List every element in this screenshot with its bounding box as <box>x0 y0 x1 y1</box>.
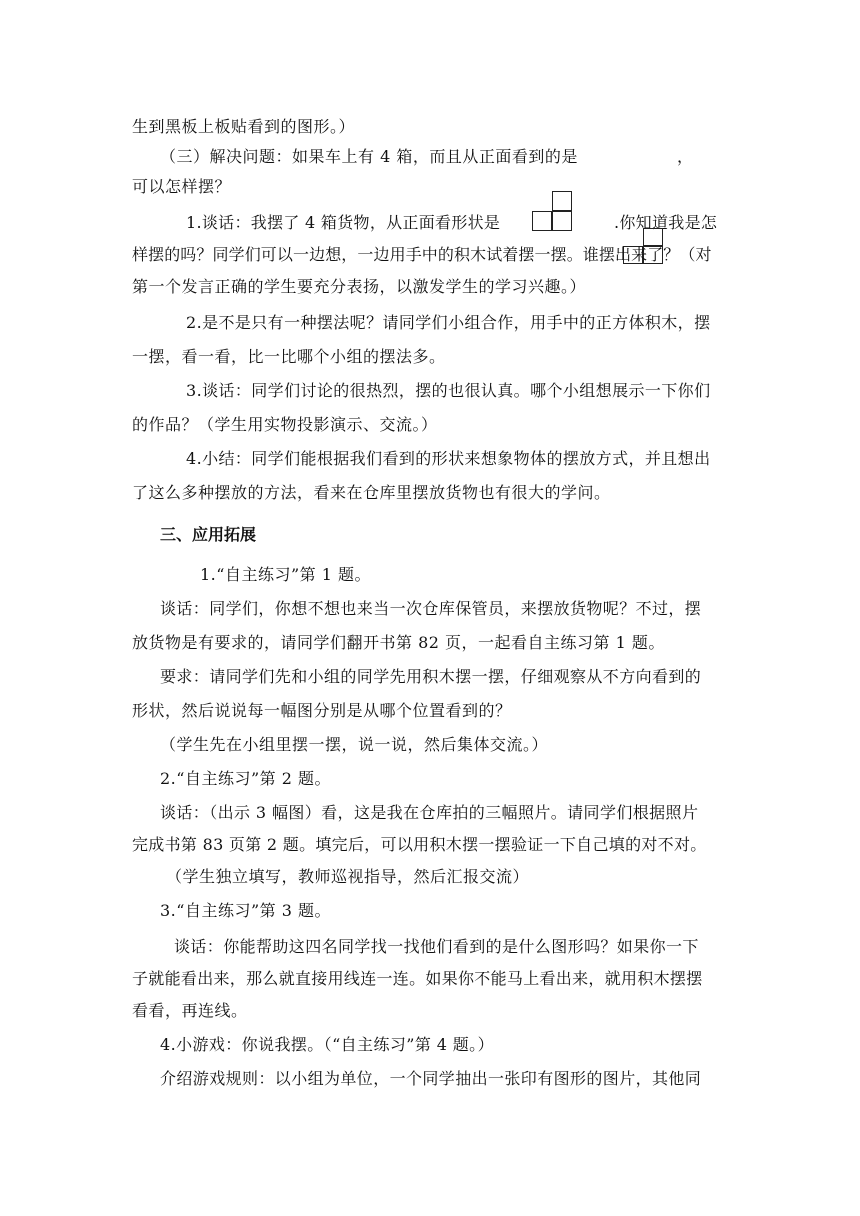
text-line: 谈话：同学们，你想不想也来当一次仓库保管员，来摆放货物呢？不过，摆 <box>160 599 702 618</box>
text-line: 谈话：你能帮助这四名同学找一找他们看到的是什么图形吗？如果你一下 <box>174 937 699 956</box>
text-line: 2.“自主练习”第 2 题。 <box>160 769 331 788</box>
text-line: （学生独立填写，教师巡视指导，然后汇报交流） <box>166 867 530 886</box>
text-line: 第一个发言正确的学生要充分表扬，以激发学生的学习兴趣。） <box>132 277 587 296</box>
text-line: （三）解决问题：如果车上有 4 箱，而且从正面看到的是 <box>160 147 578 166</box>
text-line: .你知道我是怎 <box>614 213 718 232</box>
section-heading: 三、应用拓展 <box>160 525 257 544</box>
text-line: 一摆，看一看，比一比哪个小组的摆法多。 <box>132 347 446 366</box>
text-line: 4.小结：同学们能根据我们看到的形状来想象物体的摆放方式，并且想出 <box>186 449 711 468</box>
text-line: ， <box>677 147 694 166</box>
text-line: 了这么多种摆放的方法，看来在仓库里摆放货物也有很大的学问。 <box>132 483 611 502</box>
text-line: 生到黑板上板贴看到的图形。） <box>132 117 356 136</box>
figure-block <box>552 211 572 231</box>
text-line: 3.“自主练习”第 3 题。 <box>160 901 331 920</box>
text-line: 3.谈话：同学们讨论的很热烈，摆的也很认真。哪个小组想展示一下你们 <box>186 381 711 400</box>
text-line: 2.是不是只有一种摆法呢？请同学们小组合作，用手中的正方体积木，摆 <box>186 313 711 332</box>
text-line: 1.“自主练习”第 1 题。 <box>200 565 371 584</box>
text-line: 形状，然后说说每一幅图分别是从哪个位置看到的？ <box>132 701 512 720</box>
text-line: 放货物是有要求的，请同学们翻开书第 82 页，一起看自主练习第 1 题。 <box>132 633 665 652</box>
text-line: 介绍游戏规则：以小组为单位，一个同学抽出一张印有图形的图片，其他同 <box>160 1069 702 1088</box>
figure-block <box>552 191 572 211</box>
text-line: 谈话：（出示 3 幅图）看，这是我在仓库拍的三幅照片。请同学们根据照片 <box>160 803 699 822</box>
text-line: （学生先在小组里摆一摆，说一说，然后集体交流。） <box>160 735 549 754</box>
text-line: 的作品？（学生用实物投影演示、交流。） <box>132 415 438 434</box>
text-line: 样摆的吗？同学们可以一边想，一边用手中的积木试着摆一摆。谁摆出来了？（对 <box>132 245 712 264</box>
text-line: 子就能看出来，那么就直接用线连一连。如果你不能马上看出来，就用积木摆摆 <box>132 969 703 988</box>
text-line: 要求：请同学们先和小组的同学先用积木摆一摆，仔细观察从不方向看到的 <box>160 667 702 686</box>
text-line: 可以怎样摆？ <box>132 177 232 196</box>
text-line: 1.谈话：我摆了 4 箱货物，从正面看形状是 <box>186 213 501 232</box>
figure-block <box>532 211 552 231</box>
text-line: 看看，再连线。 <box>132 1001 248 1020</box>
text-line: 完成书第 83 页第 2 题。填完后，可以用积木摆一摆验证一下自己填的对不对。 <box>132 835 707 854</box>
text-line: 4.小游戏：你说我摆。（“自主练习”第 4 题。） <box>160 1035 494 1054</box>
